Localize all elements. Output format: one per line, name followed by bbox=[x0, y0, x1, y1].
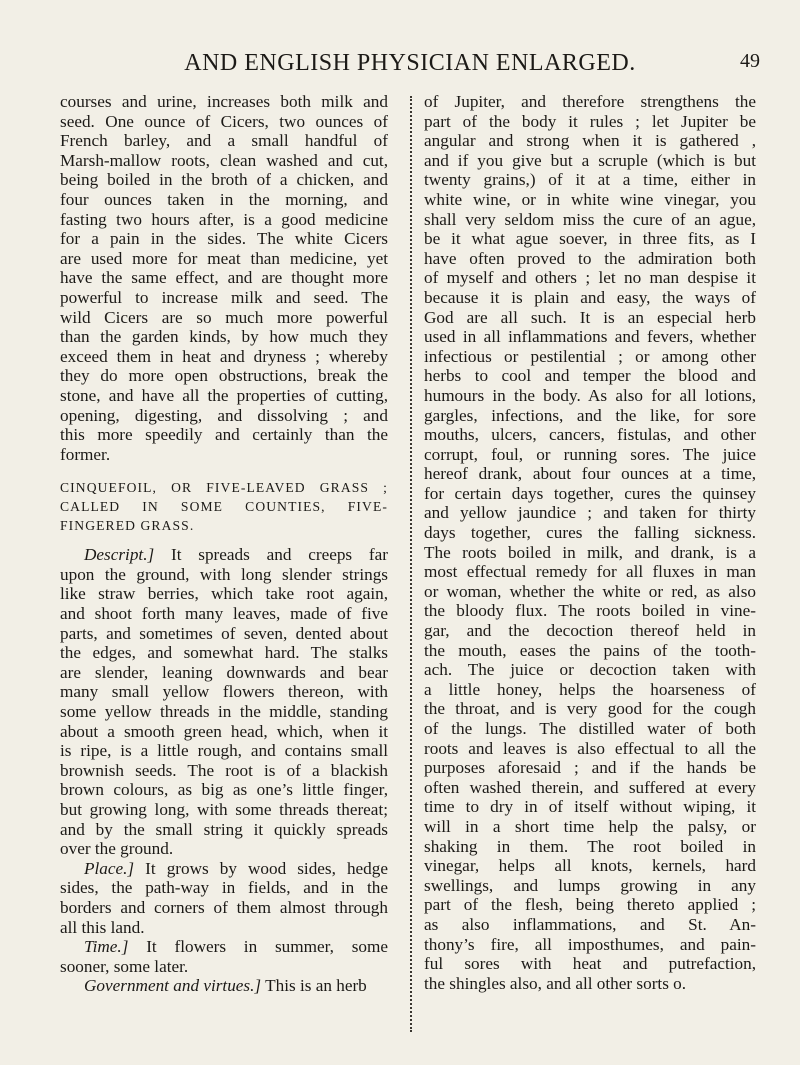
text-line: is ripe, is a little rough, and contains small bbox=[60, 741, 388, 761]
text-line: have often proved to the admiration both bbox=[424, 248, 756, 268]
text-line: all this land. bbox=[60, 917, 145, 937]
text-line: a little honey, helps the hoarseness of bbox=[424, 679, 756, 699]
text-line: brown colours, as big as one’s little finger, bbox=[60, 780, 388, 800]
text-line: swellings, and lumps growing in any bbox=[424, 875, 756, 895]
text-line: many small yellow flowers thereon, with bbox=[60, 682, 388, 702]
text-line: opening, digesting, and dissolving ; and bbox=[60, 405, 388, 425]
text-line: upon the ground, with long slender strings bbox=[60, 564, 388, 584]
text-line: over the ground. bbox=[60, 839, 174, 859]
text-line: for a pain in the sides. The white Cicers bbox=[60, 229, 388, 249]
text-line: part of the flesh, being thereto applied ; bbox=[424, 895, 756, 915]
paragraph-place bbox=[60, 859, 388, 937]
text-line: days together, cures the falling sickness. bbox=[424, 523, 756, 543]
text-line: twenty grains,) of it at a time, either in bbox=[424, 170, 756, 190]
text-line: and shoot forth many leaves, made of five bbox=[60, 604, 388, 624]
text-line: they do more open obstructions, break the bbox=[60, 366, 388, 386]
text-line: gargles, infections, and the like, for sore bbox=[424, 405, 756, 425]
text-line: thony’s fire, all imposthumes, and pain- bbox=[424, 934, 756, 954]
text-line: are slender, leaning downwards and bear bbox=[60, 662, 388, 682]
text-line: the throat, and is very good for the cough bbox=[424, 699, 756, 719]
text-line: ful sores with heat and putrefaction, bbox=[424, 954, 756, 974]
text-line: or woman, whether the white or red, as also bbox=[424, 581, 756, 601]
text-line: purposes aforesaid ; and if the hands be bbox=[424, 758, 756, 778]
text-line: Marsh-mallow roots, clean washed and cut, bbox=[60, 150, 388, 170]
page-number: 49 bbox=[740, 50, 760, 72]
running-title: AND ENGLISH PHYSICIAN ENLARGED. bbox=[184, 50, 636, 76]
text-line: shaking in them. The root boiled in bbox=[424, 836, 756, 856]
heading-line: FINGERED GRASS. bbox=[60, 518, 195, 534]
text-line: shall very seldom miss the cure of an ague, bbox=[424, 209, 756, 229]
text-line: the shingles also, and all other sorts o. bbox=[424, 973, 687, 993]
text-line bbox=[60, 976, 388, 996]
text-line: exceed them in heat and dryness ; whereby bbox=[60, 346, 388, 366]
text-line: most effectual remedy for all fluxes in man bbox=[424, 562, 756, 582]
text-span: It grows by wood sides, hedge bbox=[134, 858, 388, 878]
paragraph-time bbox=[60, 937, 388, 976]
heading-line: CINQUEFOIL, OR FIVE-LEAVED GRASS ; bbox=[60, 480, 388, 496]
text-line: gar, and the decoction thereof held in bbox=[424, 621, 756, 641]
text-line: ach. The juice or decoction taken with bbox=[424, 660, 756, 680]
text-line bbox=[60, 545, 388, 565]
text-line: humours in the body. As also for all lotions, bbox=[424, 385, 756, 405]
text-line: stone, and have all the properties of cutting, bbox=[60, 385, 388, 405]
text-line: angular and strong when it is gathered , bbox=[424, 131, 756, 151]
text-line: of myself and others ; let no man despise it bbox=[424, 268, 756, 288]
place-label: Place.] bbox=[84, 858, 135, 878]
text-line: and yellow jaundice ; and taken for thirty bbox=[424, 503, 756, 523]
text-line: part of the body it rules ; let Jupiter be bbox=[424, 111, 756, 131]
text-line: vinegar, helps all knots, kernels, hard bbox=[424, 856, 756, 876]
text-line: the bloody flux. The roots boiled in vine- bbox=[424, 601, 756, 621]
text-line: mouths, ulcers, cancers, fistulas, and other bbox=[424, 425, 756, 445]
text-line: wild Cicers are so much more powerful bbox=[60, 307, 388, 327]
text-line: time to dry in of itself without wiping, it bbox=[424, 797, 756, 817]
heading-line: CALLED IN SOME COUNTIES, FIVE- bbox=[60, 499, 388, 515]
text-line: sooner, some later. bbox=[60, 956, 189, 976]
text-line: seed. One ounce of Cicers, two ounces of bbox=[60, 111, 388, 131]
text-span: It flowers in summer, some bbox=[128, 937, 388, 957]
text-line: four ounces taken in the morning, and bbox=[60, 189, 388, 209]
text-line bbox=[60, 937, 388, 957]
text-line: parts, and sometimes of seven, dented about bbox=[60, 623, 388, 643]
text-line: hereof drank, about four ounces at a time, bbox=[424, 464, 756, 484]
text-line: and if you give but a scruple (which is but bbox=[424, 150, 756, 170]
text-line: like straw berries, which take root again, bbox=[60, 584, 388, 604]
text-line: powerful to increase milk and seed. The bbox=[60, 287, 388, 307]
text-line: about a smooth green head, which, when it bbox=[60, 721, 388, 741]
text-line: roots and leaves is also effectual to all the bbox=[424, 738, 756, 758]
text-line: and by the small string it quickly spreads bbox=[60, 819, 388, 839]
descript-label: Descript.] bbox=[84, 545, 155, 565]
text-line: the mouth, eases the pains of the tooth- bbox=[424, 640, 756, 660]
section-heading-cinquefoil bbox=[60, 478, 388, 535]
text-line: often washed therein, and suffered at every bbox=[424, 777, 756, 797]
text-line: corrupt, foul, or running sores. The juice bbox=[424, 444, 756, 464]
text-line: this more speedily and certainly than the bbox=[60, 425, 388, 445]
text-line: some yellow threads in the middle, standing bbox=[60, 702, 388, 722]
paragraph-descript bbox=[60, 545, 388, 859]
left-column bbox=[60, 92, 388, 996]
text-line: The roots boiled in milk, and drank, is a bbox=[424, 542, 756, 562]
text-line: herbs to cool and temper the blood and bbox=[424, 366, 756, 386]
text-line: used in all inflammations and fevers, whether bbox=[424, 327, 756, 347]
text-line: brownish seeds. The root is of a blackish bbox=[60, 760, 388, 780]
text-line: but growing long, with some threads thereat; bbox=[60, 800, 388, 819]
right-column bbox=[424, 92, 756, 993]
text-line: borders and corners of them almost through bbox=[60, 897, 388, 917]
text-line: fasting two hours after, is a good medicine bbox=[60, 209, 388, 229]
text-line bbox=[60, 859, 388, 879]
text-span: This is an herb bbox=[261, 976, 367, 996]
text-line: being boiled in the broth of a chicken, and bbox=[60, 170, 388, 190]
text-line: sides, the path-way in fields, and in the bbox=[60, 878, 388, 898]
column-divider bbox=[410, 96, 412, 1032]
text-span: It spreads and creeps far bbox=[154, 545, 388, 565]
text-line: will in a short time help the palsy, or bbox=[424, 816, 756, 836]
text-line: than the garden kinds, by how much they bbox=[60, 327, 388, 347]
text-line: are used more for meat than medicine, yet bbox=[60, 248, 388, 268]
text-line: former. bbox=[60, 444, 111, 464]
text-line: have the same effect, and are thought more bbox=[60, 268, 388, 288]
paragraph-cicers bbox=[60, 92, 388, 464]
text-line: white wine, or in white wine vinegar, you bbox=[424, 189, 756, 209]
text-line: French barley, and a small handful of bbox=[60, 131, 388, 151]
text-line: be it what ague soever, in three fits, as I bbox=[424, 229, 756, 249]
page-header bbox=[60, 50, 760, 90]
government-label: Government and virtues.] bbox=[84, 976, 262, 996]
text-line: for certain days together, cures the quinsey bbox=[424, 483, 756, 503]
text-line: courses and urine, increases both milk and bbox=[60, 92, 388, 111]
text-line: of the lungs. The distilled water of both bbox=[424, 719, 756, 738]
text-line: the edges, and somewhat hard. The stalks bbox=[60, 643, 388, 663]
text-line: because it is plain and easy, the ways of bbox=[424, 287, 756, 307]
text-line: God are all such. It is an especial herb bbox=[424, 307, 756, 327]
time-label: Time.] bbox=[84, 937, 129, 957]
text-line: as also inflammations, and St. An- bbox=[424, 914, 756, 934]
text-line: infectious or pestilential ; or among other bbox=[424, 346, 756, 366]
text-line: of Jupiter, and therefore strengthens the bbox=[424, 92, 756, 111]
paragraph-government bbox=[60, 976, 388, 996]
